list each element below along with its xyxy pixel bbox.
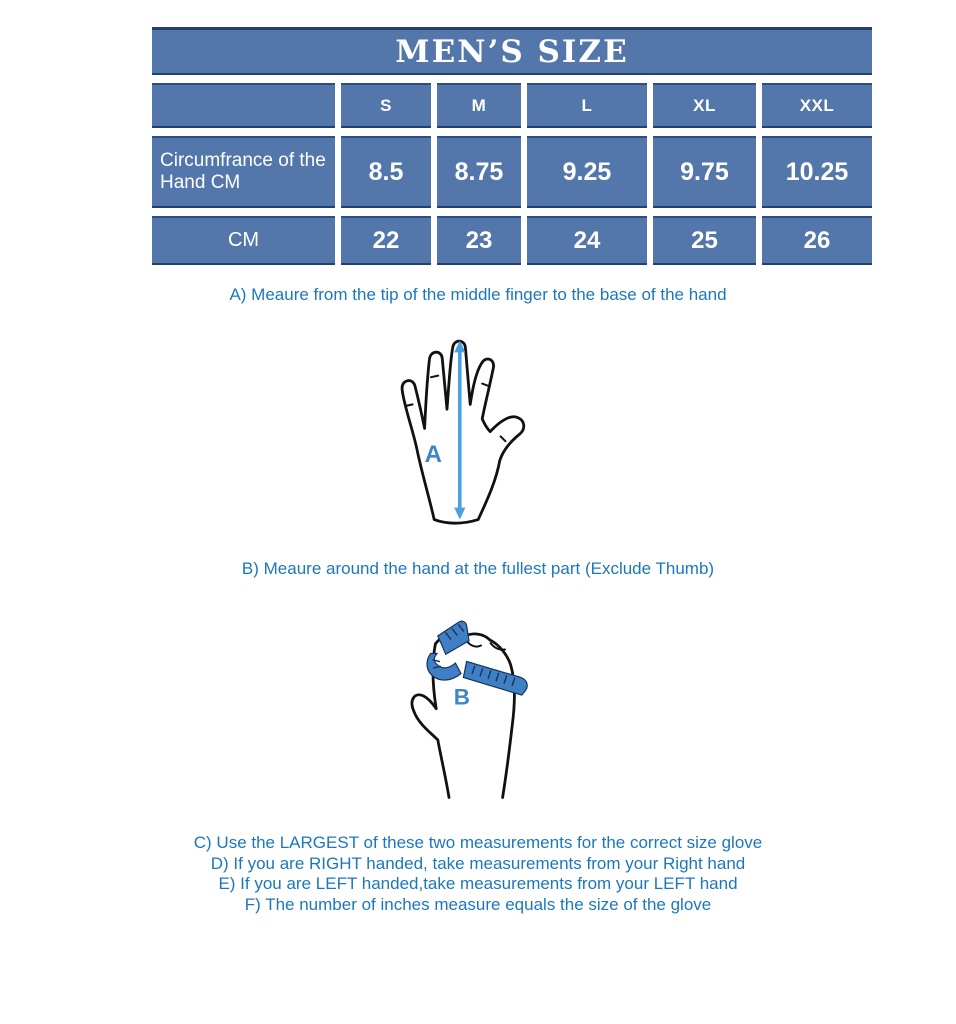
instruction-b: B) Meaure around the hand at the fullest part (Exclude Thumb) (241, 559, 715, 578)
column-header-xxl: XXL (762, 83, 872, 128)
column-header-xl: XL (653, 83, 756, 128)
column-header-s: S (341, 83, 431, 128)
column-header-m: M (437, 83, 521, 128)
fist-outline (412, 634, 514, 798)
column-header-blank (152, 83, 335, 128)
table-title: MEN’S SIZE (152, 27, 872, 75)
circumference-value-xl: 9.75 (653, 136, 756, 208)
column-header-l: L (527, 83, 647, 128)
circumference-value-l: 9.25 (527, 136, 647, 208)
cm-value-s: 22 (341, 216, 431, 265)
instruction-f: F) The number of inches measure equals the size of the glove (244, 894, 712, 914)
instruction-a: A) Meaure from the tip of the middle finger to the base of the hand (229, 285, 727, 304)
instruction-c: C) Use the LARGEST of these two measurements for the correct size glove (193, 833, 763, 852)
fist-tape-figure (393, 592, 569, 827)
row-label-circumference: Circumfrance of the Hand CM (152, 136, 335, 208)
instruction-e: E) If you are LEFT handed,take measurements from your LEFT hand (218, 874, 738, 893)
circumference-value-m: 8.75 (437, 136, 521, 208)
instruction-d: D) If you are RIGHT handed, take measurements from your Right hand (210, 853, 746, 873)
cm-value-xl: 25 (653, 216, 756, 265)
mens-size-table (152, 27, 876, 265)
figure-b-label: B (453, 684, 470, 710)
cm-value-l: 24 (527, 216, 647, 265)
circumference-value-s: 8.5 (341, 136, 431, 208)
figure-a-label: A (424, 441, 442, 468)
instructions-c-to-f (0, 833, 956, 915)
hand-outline (402, 341, 524, 523)
row-label-cm: CM (152, 216, 335, 265)
cm-value-m: 23 (437, 216, 521, 265)
circumference-value-xxl: 10.25 (762, 136, 872, 208)
hand-length-figure (383, 314, 559, 546)
cm-value-xxl: 26 (762, 216, 872, 265)
